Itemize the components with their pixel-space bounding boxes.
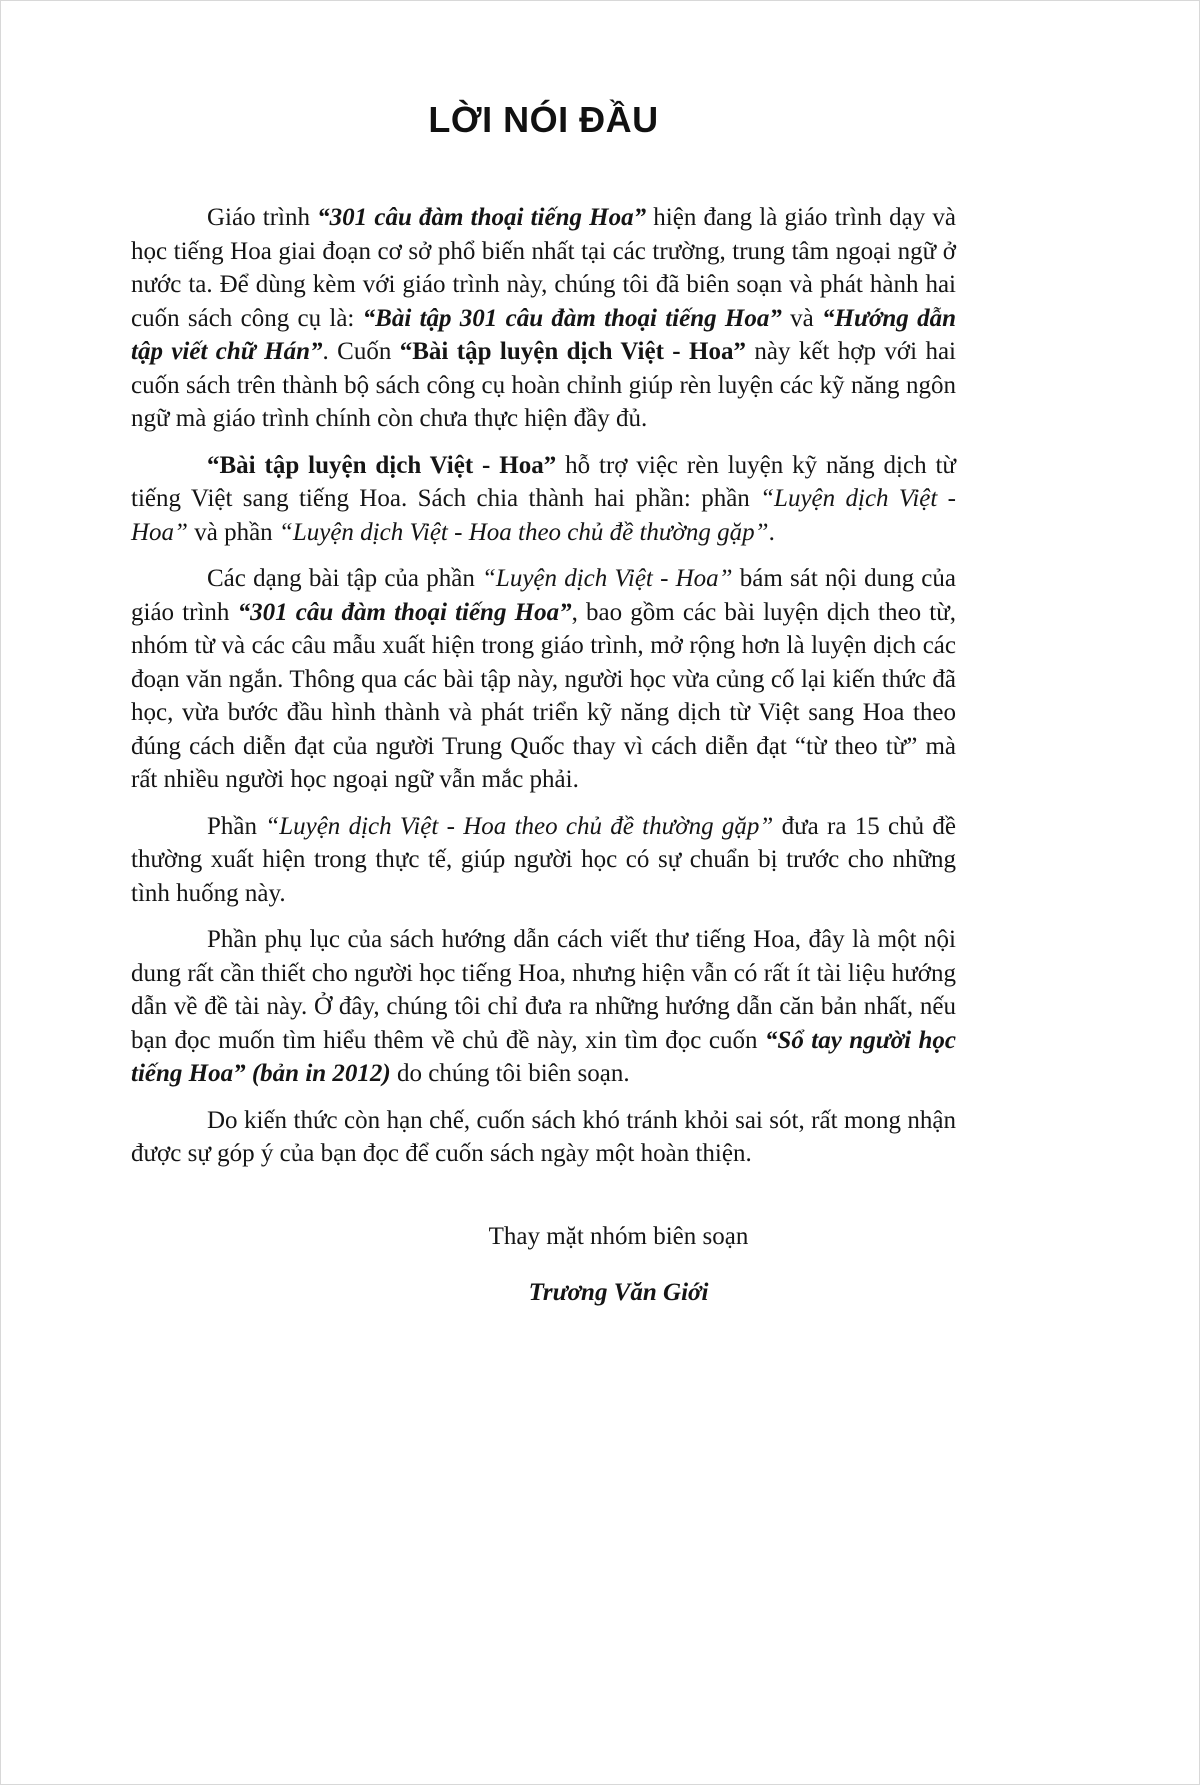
text-segment: hiện đang là giáo trình dạy và học tiếng Hoa giai đoạn cơ sở phổ biến nhất tại các trường, trung tâm ngoại ngữ ở nước ta. Để dùng kèm với giáo trình này, chúng tôi đã biên soạn và phát hành hai cuốn sách công cụ là: bbox=[131, 204, 956, 332]
text-segment: . bbox=[768, 518, 775, 546]
text-segment: này kết hợp với hai cuốn sách trên thành bộ sách công cụ hoàn chỉnh giúp rèn luyện các kỹ năng ngôn ngữ mà giáo trình chính còn chưa thực hiện đầy đủ. bbox=[131, 338, 956, 432]
paragraph bbox=[131, 449, 956, 550]
text-segment: “Sổ tay người học tiếng Hoa” (bản in 2012) bbox=[131, 1026, 956, 1087]
paragraph bbox=[131, 810, 956, 911]
text-segment: “Luyện dịch Việt - Hoa” bbox=[131, 485, 956, 546]
text-segment: “301 câu đàm thoại tiếng Hoa” bbox=[317, 204, 647, 231]
page-title: LỜI NÓI ĐẦU bbox=[428, 99, 659, 140]
text-segment: đưa ra 15 chủ đề thường xuất hiện trong thực tế, giúp người học có sự chuẩn bị trước cho những tình huống này. bbox=[131, 812, 957, 907]
text-segment: Các dạng bài tập của phần bbox=[207, 565, 483, 592]
text-segment: Do kiến thức còn hạn chế, cuốn sách khó tránh khỏi sai sót, rất mong nhận được sự góp ý của bạn đọc để cuốn sách ngày một hoàn thiện. bbox=[131, 1106, 956, 1167]
text-segment: và bbox=[781, 304, 823, 332]
text-segment: hỗ trợ việc rèn luyện kỹ năng dịch từ tiếng Việt sang tiếng Hoa. Sách chia thành hai phần: phần bbox=[131, 451, 956, 512]
paragraph bbox=[131, 201, 956, 436]
text-segment: , bao gồm các bài luyện dịch theo từ, nhóm từ và các câu mẫu xuất hiện trong giáo trình, mở rộng hơn là luyện dịch các đoạn văn ngắn. Thông qua các bài tập này, người học vừa củng cố lại kiến thức đã học, vừa bước đầu hình thành và phát triển kỹ năng dịch từ Việt sang Hoa theo đúng cách diễn đạt của người Trung Quốc thay vì cách diễn đạt “từ theo từ” mà rất nhiều người học ngoại ngữ vẫn mắc phải. bbox=[131, 598, 956, 793]
text-segment: “Bài tập 301 câu đàm thoại tiếng Hoa” bbox=[362, 304, 782, 332]
text-segment: Phần bbox=[207, 812, 266, 840]
text-segment: . Cuốn bbox=[322, 338, 400, 365]
text-segment: bám sát nội dung của giáo trình bbox=[131, 565, 957, 626]
text-segment: “Luyện dịch Việt - Hoa theo chủ đề thường gặp” bbox=[265, 812, 774, 840]
document-body bbox=[131, 201, 956, 1171]
text-segment: “Luyện dịch Việt - Hoa” bbox=[482, 565, 733, 592]
text-segment: “301 câu đàm thoại tiếng Hoa” bbox=[237, 598, 572, 626]
signature-name: Trương Văn Giới bbox=[528, 1278, 709, 1306]
text-segment: Phần phụ lục của sách hướng dẫn cách viết thư tiếng Hoa, đây là một nội dung rất cần thiết cho người học tiếng Hoa, nhưng hiện vẫn có rất ít tài liệu hướng dẫn về đề tài này. Ở đây, chúng tôi chỉ đưa ra những hướng dẫn căn bản nhất, nếu bạn đọc muốn tìm hiểu thêm về chủ đề này, xin tìm đọc cuốn bbox=[131, 926, 956, 1054]
paragraph bbox=[131, 562, 956, 797]
text-segment: “Bài tập luyện dịch Việt - Hoa” bbox=[399, 338, 746, 365]
paragraph bbox=[131, 1104, 956, 1171]
text-segment: “Bài tập luyện dịch Việt - Hoa” bbox=[207, 451, 557, 479]
text-segment: do chúng tôi biên soạn. bbox=[390, 1060, 630, 1087]
text-segment: “Hướng dẫn tập viết chữ Hán” bbox=[131, 304, 956, 365]
text-segment: và phần bbox=[187, 518, 279, 546]
signature-block bbox=[206, 1223, 1031, 1307]
text-segment: Giáo trình bbox=[207, 204, 318, 231]
text-segment: “Luyện dịch Việt - Hoa theo chủ đề thường gặp” bbox=[278, 518, 769, 546]
signature-role: Thay mặt nhóm biên soạn bbox=[488, 1222, 749, 1250]
paragraph bbox=[131, 923, 956, 1091]
